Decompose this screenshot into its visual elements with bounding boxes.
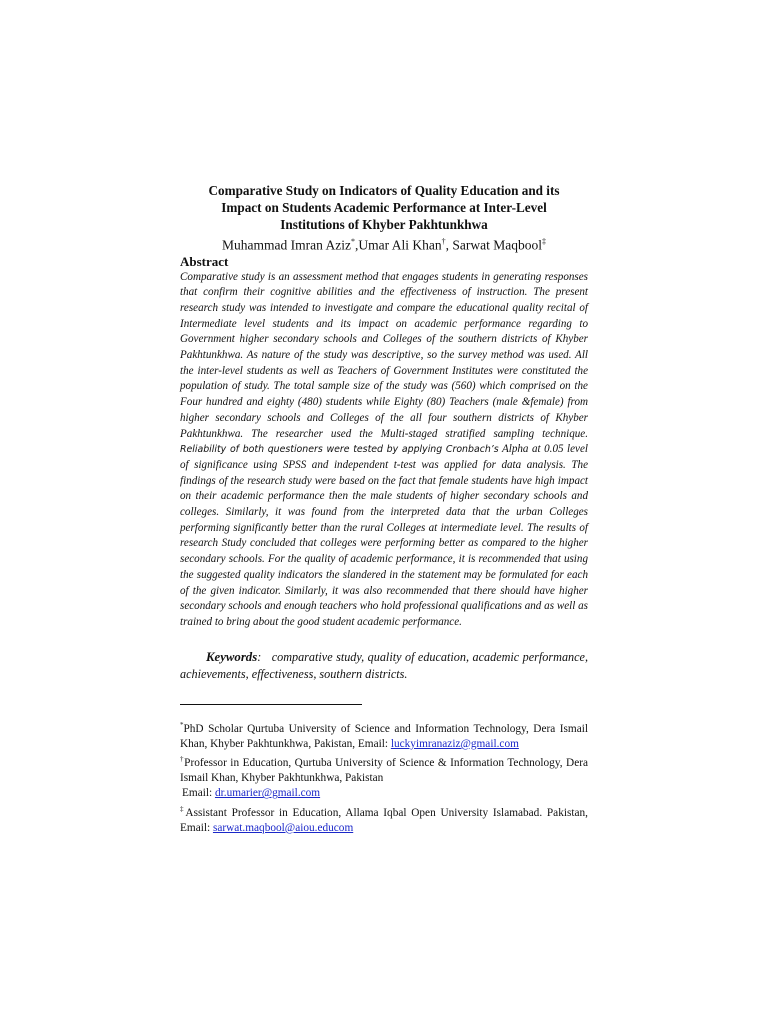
footnote-mark: † (180, 755, 185, 764)
footnote-divider (180, 704, 362, 705)
abstract-text: Alpha at 0.05 level of significance using SPSS and independent t-test was applied for data analysis. The findings of the research study were based on the fact that female students have high impact on their academic performance then the male students of higher secondary schools and colleges. Similarly, it was found from the interpreted data that the urban Colleges performing significantly better than the rural Colleges at intermediate level. The results of research Study concluded that colleges were performing better as compared to the higher secondary schools. For the quality of academic performance, it is recommended that using the suggested quality indicators the slandered in the statement may be formulated for each of the given indicator. Similarly, it was also recommended that there should have higher secondary schools and enough teachers who hold professional qualifications and as well as trained to bring about the good student academic performance. (180, 443, 588, 628)
paper-title (180, 182, 588, 233)
abstract-heading: Abstract (180, 253, 229, 269)
footnote-text: Professor in Education, Qurtuba University of Science & Information Technology, Dera Ismail Khan, Khyber Pakhtunkhwa, Pakistan (180, 756, 588, 785)
abstract-text: Comparative study is an assessment method that engages students in generating responses that confirm their cognitive abilities and the effectiveness of instruction. The present research study was intended to investigate and compare the educational quality recital of Intermediate level students and its impact on academic performance regarding to Government higher secondary schools and Colleges of the southern districts of Khyber Pakhtunkhwa. As nature of the study was descriptive, so the survey method was used. All the inter-level students as well as Teachers of Government Institutes were constituted the population of study. The total sample size of the study was (560) which comprised on the Four hundred and eighty (480) students while Eighty (80) Teachers (male &female) from higher secondary schools and Colleges of the all four southern districts of Khyber Pakhtunkhwa. The researcher used the Multi-staged stratified sampling technique. (180, 270, 588, 440)
footnote-3 (180, 802, 588, 836)
author-footnote-mark[interactable]: ‡ (541, 237, 546, 246)
paper-page (180, 182, 588, 836)
abstract-body (180, 270, 588, 631)
author-name: Muhammad Imran Aziz (222, 237, 351, 253)
footnote-text: PhD Scholar Qurtuba University of Science and Information Technology, Dera Ismail Khan, Khyber Pakhtunkhwa, Pakistan, Email: (180, 722, 588, 750)
author-footnote-mark[interactable]: * (350, 237, 355, 246)
keywords-colon: : (257, 649, 262, 664)
author-name: , Sarwat Maqbool (445, 237, 542, 253)
title-line: Impact on Students Academic Performance at Inter-Level (221, 200, 547, 215)
email-link[interactable]: sarwat.maqbool@aiou.educom (212, 821, 354, 834)
email-link[interactable]: luckyimranaziz@gmail.com (390, 737, 519, 750)
author-list (180, 233, 588, 254)
footnote-2 (180, 752, 588, 786)
footnote-text: Assistant Professor in Education, Allama Iqbal Open University Islamabad. Pakistan, Email: (180, 806, 588, 834)
keywords-text: comparative study, quality of education, academic performance, achievements, effectiveness, southern districts. (180, 649, 588, 681)
author-name: ,Umar Ali Khan (354, 237, 442, 253)
title-line: Institutions of Khyber Pakhtunkhwa (280, 217, 488, 232)
footnote-2-email (180, 786, 588, 801)
abstract-text-reliability: Reliability of both questioners were tested by applying Cronbach’s (180, 444, 499, 456)
footnote-1 (180, 718, 588, 752)
email-link[interactable]: dr.umarier@gmail.com (214, 787, 321, 800)
email-label: Email: (182, 787, 215, 800)
author-footnote-mark[interactable]: † (441, 237, 446, 246)
footnotes (180, 718, 588, 836)
keywords-label: Keywords (206, 649, 258, 664)
footnote-mark: ‡ (180, 804, 186, 813)
title-line: Comparative Study on Indicators of Quality Education and its (208, 183, 560, 198)
footnote-mark: * (180, 720, 184, 729)
keywords (180, 649, 588, 683)
